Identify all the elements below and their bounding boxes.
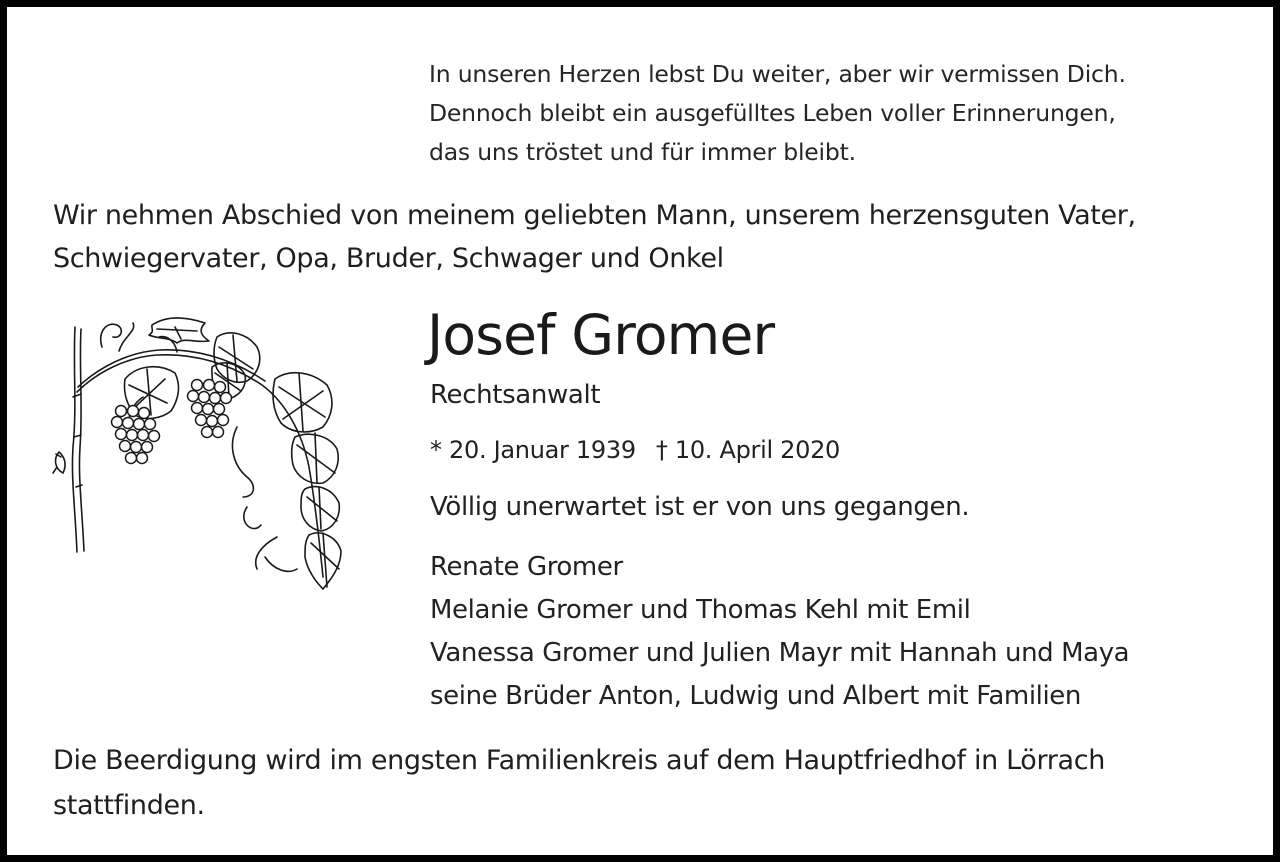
deceased-name: Josef Gromer: [427, 303, 775, 367]
grapevine-illustration-icon: [47, 307, 347, 597]
deceased-profession: Rechtsanwalt: [430, 380, 601, 410]
mourner-line: seine Brüder Anton, Ludwig und Albert mit Familien: [430, 681, 1081, 711]
mourner-line: Vanessa Gromer und Julien Mayr mit Hannah und Maya: [430, 638, 1130, 668]
poem-line: Dennoch bleibt ein ausgefülltes Leben voller Erinnerungen,: [429, 99, 1116, 127]
life-dates: [430, 431, 840, 469]
intro-line: Schwiegervater, Opa, Bruder, Schwager und Onkel: [53, 243, 724, 274]
poem-line: In unseren Herzen lebst Du weiter, aber wir vermissen Dich.: [429, 60, 1126, 88]
mourner-line: Renate Gromer: [430, 552, 623, 582]
farewell-intro: [53, 194, 1136, 280]
poem-verse: [429, 55, 1126, 172]
closing-line: Die Beerdigung wird im engsten Familienkreis auf dem Hauptfriedhof in Lörrach: [53, 745, 1105, 776]
intro-line: Wir nehmen Abschied von meinem geliebten Mann, unserem herzensguten Vater,: [53, 200, 1136, 231]
closing-line: stattfinden.: [53, 790, 205, 821]
funeral-notice: [53, 738, 1105, 828]
death-date: † 10. April 2020: [655, 436, 841, 464]
mourner-line: Melanie Gromer und Thomas Kehl mit Emil: [430, 595, 971, 625]
mourners-list: [430, 546, 1129, 718]
birth-date: * 20. Januar 1939: [430, 436, 636, 464]
poem-line: das uns tröstet und für immer bleibt.: [429, 138, 856, 166]
death-note: Völlig unerwartet ist er von uns gegangen.: [430, 492, 970, 522]
